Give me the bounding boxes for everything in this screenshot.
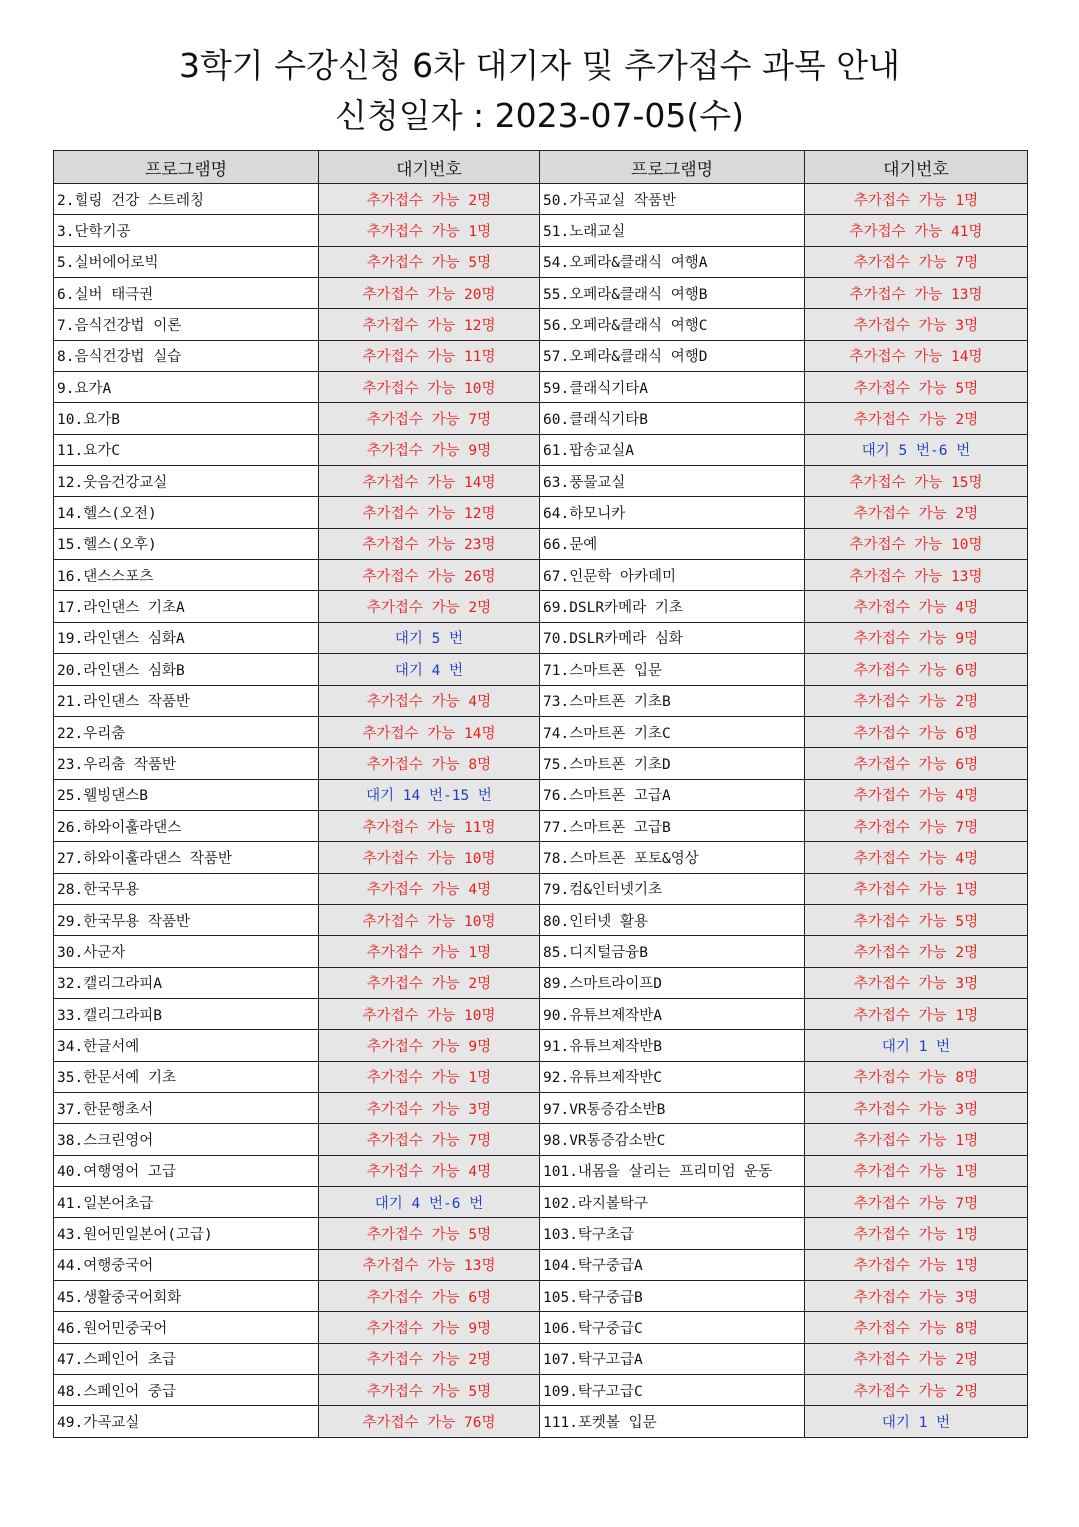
- waitlist-status-right: 추가접수 가능 7명: [805, 1187, 1028, 1218]
- waitlist-status-left: 추가접수 가능 5명: [319, 246, 540, 277]
- table-row: [54, 1406, 1028, 1437]
- waitlist-status-left: 추가접수 가능 12명: [319, 309, 540, 340]
- waitlist-status-left: 추가접수 가능 1명: [319, 1061, 540, 1092]
- table-row: [54, 779, 1028, 810]
- program-name-right: 63.풍물교실: [540, 466, 805, 497]
- table-row: [54, 748, 1028, 779]
- program-name-right: 61.팝송교실A: [540, 434, 805, 465]
- program-name-left: 34.한글서예: [54, 1030, 319, 1061]
- program-name-right: 64.하모니카: [540, 497, 805, 528]
- waitlist-status-left: 추가접수 가능 9명: [319, 1030, 540, 1061]
- program-name-right: 69.DSLR카메라 기초: [540, 591, 805, 622]
- waitlist-status-left: 추가접수 가능 4명: [319, 685, 540, 716]
- table-row: [54, 528, 1028, 559]
- program-name-left: 21.라인댄스 작품반: [54, 685, 319, 716]
- program-name-left: 41.일본어초급: [54, 1187, 319, 1218]
- table-row: [54, 372, 1028, 403]
- waitlist-status-left: 대기 4 번-6 번: [319, 1187, 540, 1218]
- table-row: [54, 403, 1028, 434]
- waitlist-status-right: 추가접수 가능 15명: [805, 466, 1028, 497]
- table-row: [54, 1249, 1028, 1280]
- program-name-right: 51.노래교실: [540, 215, 805, 246]
- table-row: [54, 340, 1028, 371]
- waitlist-status-left: 추가접수 가능 10명: [319, 998, 540, 1029]
- waitlist-status-right: 대기 1 번: [805, 1406, 1028, 1437]
- table-row: [54, 1218, 1028, 1249]
- waitlist-status-left: 대기 4 번: [319, 654, 540, 685]
- waitlist-status-left: 추가접수 가능 13명: [319, 1249, 540, 1280]
- page-title: 3학기 수강신청 6차 대기자 및 추가접수 과목 안내: [178, 46, 901, 85]
- waitlist-status-left: 추가접수 가능 2명: [319, 591, 540, 622]
- waitlist-status-right: 추가접수 가능 5명: [805, 372, 1028, 403]
- program-name-left: 26.하와이훌라댄스: [54, 810, 319, 841]
- program-name-right: 54.오페라&클래식 여행A: [540, 246, 805, 277]
- waitlist-status-left: 추가접수 가능 5명: [319, 1375, 540, 1406]
- waitlist-status-left: 추가접수 가능 10명: [319, 842, 540, 873]
- waitlist-status-right: 추가접수 가능 1명: [805, 184, 1028, 215]
- waitlist-status-right: 추가접수 가능 3명: [805, 309, 1028, 340]
- waitlist-status-right: 추가접수 가능 4명: [805, 591, 1028, 622]
- table-row: [54, 873, 1028, 904]
- table-row: [54, 1030, 1028, 1061]
- waitlist-status-left: 추가접수 가능 3명: [319, 1092, 540, 1123]
- table-row: [54, 1155, 1028, 1186]
- program-name-right: 105.탁구중급B: [540, 1281, 805, 1312]
- program-name-right: 57.오페라&클래식 여행D: [540, 340, 805, 371]
- waitlist-status-right: 추가접수 가능 8명: [805, 1312, 1028, 1343]
- table-row: [54, 967, 1028, 998]
- waitlist-status-left: 추가접수 가능 11명: [319, 810, 540, 841]
- waitlist-status-left: 추가접수 가능 9명: [319, 434, 540, 465]
- waitlist-status-right: 대기 5 번-6 번: [805, 434, 1028, 465]
- table-row: [54, 1092, 1028, 1123]
- program-name-right: 74.스마트폰 기초C: [540, 716, 805, 747]
- waitlist-status-left: 추가접수 가능 14명: [319, 466, 540, 497]
- waitlist-status-right: 추가접수 가능 13명: [805, 278, 1028, 309]
- waitlist-status-right: 추가접수 가능 5명: [805, 904, 1028, 935]
- program-name-right: 107.탁구고급A: [540, 1343, 805, 1374]
- waitlist-status-right: 추가접수 가능 2명: [805, 403, 1028, 434]
- table-row: [54, 184, 1028, 215]
- waitlist-status-right: 추가접수 가능 1명: [805, 873, 1028, 904]
- program-name-right: 97.VR통증감소반B: [540, 1092, 805, 1123]
- table-row: [54, 591, 1028, 622]
- table-row: [54, 434, 1028, 465]
- program-name-left: 40.여행영어 고급: [54, 1155, 319, 1186]
- table-row: [54, 497, 1028, 528]
- waitlist-status-right: 추가접수 가능 3명: [805, 1281, 1028, 1312]
- program-name-right: 78.스마트폰 포토&영상: [540, 842, 805, 873]
- waitlist-status-right: 추가접수 가능 6명: [805, 716, 1028, 747]
- table-row: [54, 716, 1028, 747]
- program-name-right: 75.스마트폰 기초D: [540, 748, 805, 779]
- program-name-left: 17.라인댄스 기초A: [54, 591, 319, 622]
- program-name-right: 104.탁구중급A: [540, 1249, 805, 1280]
- table-row: [54, 278, 1028, 309]
- program-name-left: 49.가곡교실: [54, 1406, 319, 1437]
- program-name-left: 6.실버 태극권: [54, 278, 319, 309]
- program-name-right: 56.오페라&클래식 여행C: [540, 309, 805, 340]
- program-name-left: 15.헬스(오후): [54, 528, 319, 559]
- program-name-left: 12.웃음건강교실: [54, 466, 319, 497]
- waitlist-status-left: 추가접수 가능 4명: [319, 873, 540, 904]
- program-name-right: 101.내몸을 살리는 프리미엄 운동: [540, 1155, 805, 1186]
- program-name-left: 32.캘리그라피A: [54, 967, 319, 998]
- program-name-right: 67.인문학 아카데미: [540, 560, 805, 591]
- table-row: [54, 1375, 1028, 1406]
- header-program-right: 프로그램명: [540, 151, 805, 184]
- table-row: [54, 1343, 1028, 1374]
- waitlist-status-right: 추가접수 가능 2명: [805, 1375, 1028, 1406]
- waitlist-status-right: 추가접수 가능 13명: [805, 560, 1028, 591]
- program-name-left: 3.단학기공: [54, 215, 319, 246]
- waitlist-status-left: 추가접수 가능 1명: [319, 936, 540, 967]
- waitlist-status-right: 추가접수 가능 6명: [805, 654, 1028, 685]
- waitlist-status-right: 추가접수 가능 1명: [805, 1124, 1028, 1155]
- waitlist-status-left: 추가접수 가능 14명: [319, 716, 540, 747]
- waitlist-status-left: 추가접수 가능 20명: [319, 278, 540, 309]
- program-name-left: 16.댄스스포츠: [54, 560, 319, 591]
- program-name-left: 10.요가B: [54, 403, 319, 434]
- table-row: [54, 1124, 1028, 1155]
- table-row: [54, 842, 1028, 873]
- waitlist-status-left: 추가접수 가능 2명: [319, 1343, 540, 1374]
- waitlist-status-right: 추가접수 가능 4명: [805, 842, 1028, 873]
- program-name-left: 7.음식건강법 이론: [54, 309, 319, 340]
- table-row: [54, 810, 1028, 841]
- waitlist-status-right: 추가접수 가능 2명: [805, 685, 1028, 716]
- program-name-right: 76.스마트폰 고급A: [540, 779, 805, 810]
- program-name-left: 19.라인댄스 심화A: [54, 622, 319, 653]
- table-row: [54, 622, 1028, 653]
- program-name-right: 92.유튜브제작반C: [540, 1061, 805, 1092]
- waitlist-status-right: 대기 1 번: [805, 1030, 1028, 1061]
- waitlist-status-left: 추가접수 가능 10명: [319, 372, 540, 403]
- program-name-left: 23.우리춤 작품반: [54, 748, 319, 779]
- program-name-left: 48.스페인어 중급: [54, 1375, 319, 1406]
- waitlist-status-right: 추가접수 가능 9명: [805, 622, 1028, 653]
- waitlist-status-right: 추가접수 가능 7명: [805, 810, 1028, 841]
- program-name-right: 79.컴&인터넷기초: [540, 873, 805, 904]
- program-name-right: 111.포켓볼 입문: [540, 1406, 805, 1437]
- waitlist-status-right: 추가접수 가능 4명: [805, 779, 1028, 810]
- waitlist-status-left: 추가접수 가능 8명: [319, 748, 540, 779]
- waitlist-status-left: 추가접수 가능 9명: [319, 1312, 540, 1343]
- program-name-left: 25.웰빙댄스B: [54, 779, 319, 810]
- waitlist-status-right: 추가접수 가능 10명: [805, 528, 1028, 559]
- table-row: [54, 215, 1028, 246]
- program-name-left: 33.캘리그라피B: [54, 998, 319, 1029]
- waitlist-status-right: 추가접수 가능 2명: [805, 936, 1028, 967]
- waitlist-status-left: 추가접수 가능 26명: [319, 560, 540, 591]
- table-row: [54, 685, 1028, 716]
- program-name-right: 73.스마트폰 기초B: [540, 685, 805, 716]
- program-name-right: 102.라지볼탁구: [540, 1187, 805, 1218]
- program-name-left: 29.한국무용 작품반: [54, 904, 319, 935]
- table-row: [54, 309, 1028, 340]
- program-name-right: 90.유튜브제작반A: [540, 998, 805, 1029]
- waitlist-status-left: 추가접수 가능 76명: [319, 1406, 540, 1437]
- program-name-left: 5.실버에어로빅: [54, 246, 319, 277]
- waitlist-status-left: 추가접수 가능 7명: [319, 1124, 540, 1155]
- program-name-left: 47.스페인어 초급: [54, 1343, 319, 1374]
- program-name-right: 85.디지털금융B: [540, 936, 805, 967]
- waitlist-status-left: 대기 5 번: [319, 622, 540, 653]
- program-name-right: 55.오페라&클래식 여행B: [540, 278, 805, 309]
- program-name-left: 46.원어민중국어: [54, 1312, 319, 1343]
- table-row: [54, 246, 1028, 277]
- waitlist-status-right: 추가접수 가능 3명: [805, 967, 1028, 998]
- program-name-left: 35.한문서예 기초: [54, 1061, 319, 1092]
- program-name-left: 44.여행중국어: [54, 1249, 319, 1280]
- waitlist-status-right: 추가접수 가능 7명: [805, 246, 1028, 277]
- table-row: [54, 936, 1028, 967]
- waitlist-status-right: 추가접수 가능 6명: [805, 748, 1028, 779]
- program-name-left: 2.힐링 건강 스트레칭: [54, 184, 319, 215]
- program-name-right: 91.유튜브제작반B: [540, 1030, 805, 1061]
- waitlist-status-right: 추가접수 가능 8명: [805, 1061, 1028, 1092]
- waitlist-status-right: 추가접수 가능 1명: [805, 1249, 1028, 1280]
- table-row: [54, 1061, 1028, 1092]
- program-name-left: 45.생활중국어회화: [54, 1281, 319, 1312]
- waitlist-status-left: 추가접수 가능 7명: [319, 403, 540, 434]
- table-row: [54, 1281, 1028, 1312]
- table-row: [54, 1187, 1028, 1218]
- program-name-right: 109.탁구고급C: [540, 1375, 805, 1406]
- program-name-right: 50.가곡교실 작품반: [540, 184, 805, 215]
- application-date: 신청일자 : 2023-07-05(수): [334, 96, 745, 135]
- waitlist-status-left: 추가접수 가능 23명: [319, 528, 540, 559]
- program-name-left: 30.사군자: [54, 936, 319, 967]
- table-header-row: [54, 151, 1028, 184]
- waitlist-status-right: 추가접수 가능 1명: [805, 998, 1028, 1029]
- header-program-left: 프로그램명: [54, 151, 319, 184]
- program-name-right: 70.DSLR카메라 심화: [540, 622, 805, 653]
- waitlist-status-right: 추가접수 가능 2명: [805, 497, 1028, 528]
- table-row: [54, 560, 1028, 591]
- waitlist-status-left: 추가접수 가능 10명: [319, 904, 540, 935]
- program-name-left: 38.스크린영어: [54, 1124, 319, 1155]
- waitlist-status-right: 추가접수 가능 2명: [805, 1343, 1028, 1374]
- program-name-right: 60.클래식기타B: [540, 403, 805, 434]
- program-name-right: 71.스마트폰 입문: [540, 654, 805, 685]
- waitlist-status-left: 추가접수 가능 5명: [319, 1218, 540, 1249]
- table-row: [54, 654, 1028, 685]
- program-name-right: 106.탁구중급C: [540, 1312, 805, 1343]
- waitlist-status-left: 대기 14 번-15 번: [319, 779, 540, 810]
- waitlist-status-right: 추가접수 가능 3명: [805, 1092, 1028, 1123]
- program-name-left: 27.하와이훌라댄스 작품반: [54, 842, 319, 873]
- program-name-left: 20.라인댄스 심화B: [54, 654, 319, 685]
- header-waitlist-left: 대기번호: [319, 151, 540, 184]
- waitlist-status-left: 추가접수 가능 6명: [319, 1281, 540, 1312]
- program-name-right: 59.클래식기타A: [540, 372, 805, 403]
- course-table: [53, 150, 1028, 1438]
- waitlist-status-left: 추가접수 가능 2명: [319, 184, 540, 215]
- waitlist-status-right: 추가접수 가능 14명: [805, 340, 1028, 371]
- waitlist-status-right: 추가접수 가능 1명: [805, 1155, 1028, 1186]
- program-name-left: 22.우리춤: [54, 716, 319, 747]
- program-name-right: 80.인터넷 활용: [540, 904, 805, 935]
- program-name-left: 9.요가A: [54, 372, 319, 403]
- waitlist-status-left: 추가접수 가능 1명: [319, 215, 540, 246]
- program-name-left: 43.원어민일본어(고급): [54, 1218, 319, 1249]
- program-name-left: 37.한문행초서: [54, 1092, 319, 1123]
- program-name-right: 77.스마트폰 고급B: [540, 810, 805, 841]
- program-name-left: 11.요가C: [54, 434, 319, 465]
- table-row: [54, 1312, 1028, 1343]
- table-row: [54, 904, 1028, 935]
- waitlist-status-right: 추가접수 가능 1명: [805, 1218, 1028, 1249]
- program-name-left: 8.음식건강법 실습: [54, 340, 319, 371]
- header-waitlist-right: 대기번호: [805, 151, 1028, 184]
- table-row: [54, 998, 1028, 1029]
- waitlist-status-left: 추가접수 가능 12명: [319, 497, 540, 528]
- program-name-left: 28.한국무용: [54, 873, 319, 904]
- waitlist-status-left: 추가접수 가능 4명: [319, 1155, 540, 1186]
- program-name-right: 66.문예: [540, 528, 805, 559]
- waitlist-status-right: 추가접수 가능 41명: [805, 215, 1028, 246]
- table-row: [54, 466, 1028, 497]
- program-name-right: 89.스마트라이프D: [540, 967, 805, 998]
- program-name-right: 103.탁구초급: [540, 1218, 805, 1249]
- waitlist-status-left: 추가접수 가능 2명: [319, 967, 540, 998]
- program-name-right: 98.VR통증감소반C: [540, 1124, 805, 1155]
- waitlist-status-left: 추가접수 가능 11명: [319, 340, 540, 371]
- program-name-left: 14.헬스(오전): [54, 497, 319, 528]
